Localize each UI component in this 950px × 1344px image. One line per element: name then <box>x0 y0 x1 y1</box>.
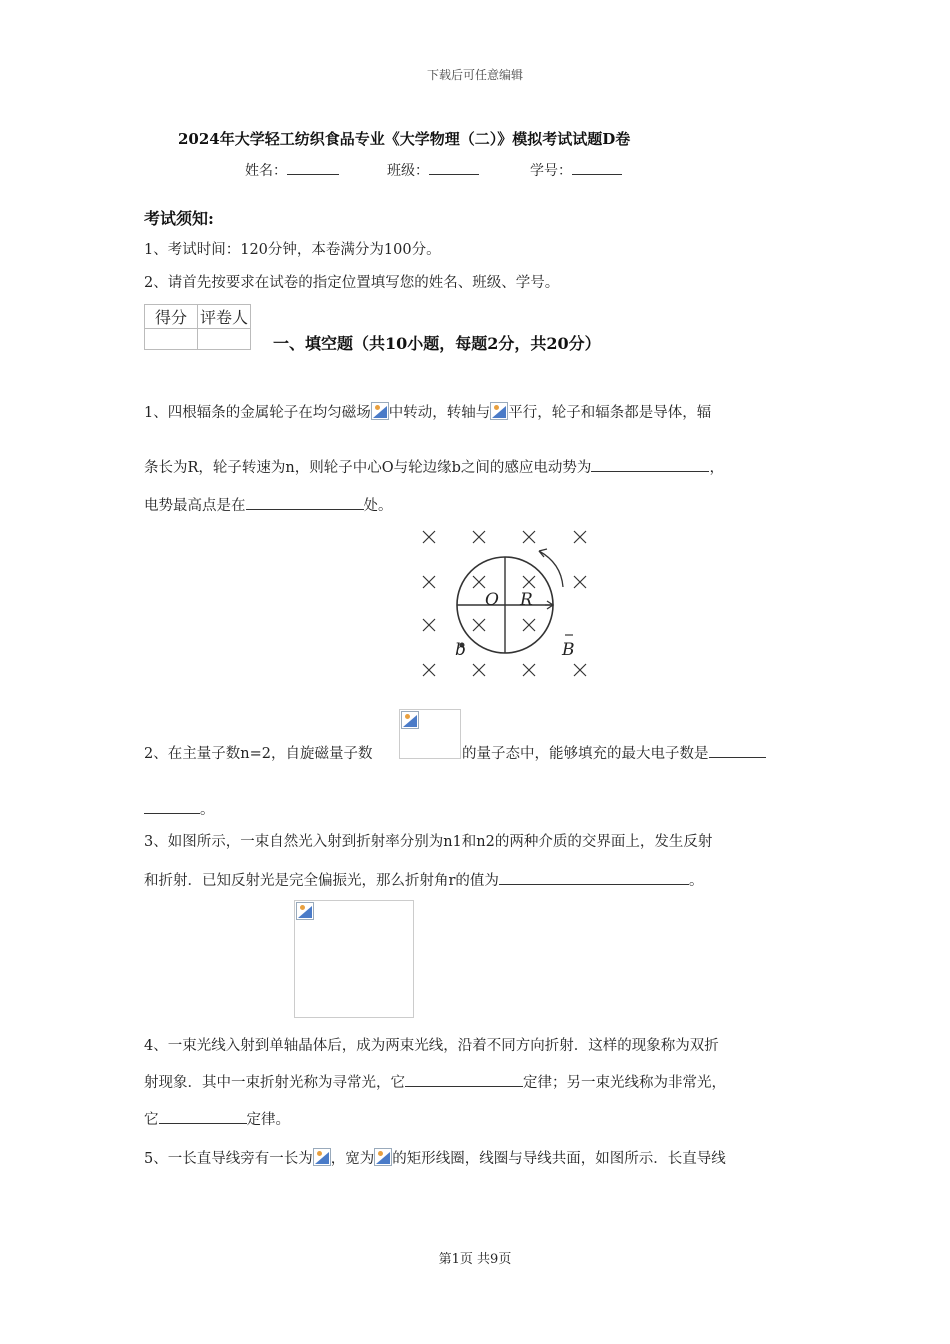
broken-image-icon <box>490 402 508 420</box>
question-3-line-2: 和折射．已知反射光是完全偏振光，那么折射角r的值为 。 <box>144 873 704 889</box>
header-note: 下载后可任意编辑 <box>426 68 523 82</box>
question-1-line-3: 电势最高点是在 处。 <box>144 498 393 514</box>
refraction-image-frame <box>294 900 414 1018</box>
question-2-line-2: 。 <box>144 800 215 820</box>
score-cell[interactable] <box>145 329 198 350</box>
broken-image-icon <box>374 1148 392 1166</box>
question-1-line-1: 1、四根辐条的金属轮子在均匀磁场 中转动，转轴与 平行，轮子和辐条都是导体，辐 <box>144 402 711 423</box>
question-3-line-1: 3、如图所示，一束自然光入射到折射率分别为n1和n2的两种介质的交界面上，发生反射 <box>144 834 713 850</box>
label-b: b <box>455 640 466 660</box>
name-field: 姓名： <box>245 160 339 180</box>
spin-quantum-image-frame <box>399 709 461 759</box>
score-table <box>144 304 251 350</box>
label-field-b: B <box>562 640 575 660</box>
section-title: 一、填空题（共10小题，每题2分，共20分） <box>273 334 601 353</box>
page-footer: 第1页 共9页 <box>438 1252 512 1267</box>
student-id-field: 学号： <box>530 160 622 180</box>
label-r: R <box>520 590 533 610</box>
question-2-text-a: 2、在主量子数n=2，自旋磁量子数 <box>144 746 373 762</box>
question-4-line-2: 射现象．其中一束折射光称为寻常光，它 定律；另一束光线称为非常光， <box>144 1075 726 1091</box>
question-4-line-1: 4、一束光线入射到单轴晶体后，成为两束光线，沿着不同方向折射．这样的现象称为双折 <box>144 1038 719 1054</box>
rotation-arc <box>539 551 563 587</box>
grader-header: 评卷人 <box>198 305 251 329</box>
notice-heading: 考试须知: <box>144 209 214 228</box>
exam-title: 2024年大学轻工纺织食品专业《大学物理（二）》模拟考试试题D卷 <box>178 130 631 148</box>
grader-cell[interactable] <box>198 329 251 350</box>
broken-image-icon <box>296 902 314 920</box>
broken-image-icon <box>313 1148 331 1166</box>
radius-arrow <box>545 601 553 609</box>
question-5-line-1: 5、一长直导线旁有一长为 ，宽为 的矩形线圈，线圈与导线共面，如图所示．长直导线 <box>144 1148 726 1169</box>
label-o: O <box>485 590 499 610</box>
notice-item-2: 2、请首先按要求在试卷的指定位置填写您的姓名、班级、学号。 <box>144 275 560 291</box>
class-field: 班级： <box>387 160 479 180</box>
score-header: 得分 <box>145 305 198 329</box>
broken-image-icon <box>371 402 389 420</box>
question-2-line-1: 的量子态中，能够填充的最大电子数是 <box>462 744 766 764</box>
notice-item-1: 1、考试时间：120分钟，本卷满分为100分。 <box>144 242 441 258</box>
question-4-line-3: 它 定律。 <box>144 1112 290 1128</box>
question-1-line-2: 条长为R，轮子转速为n，则轮子中心O与轮边缘b之间的感应电动势为 ， <box>144 460 724 476</box>
broken-image-icon <box>401 711 419 729</box>
rotating-wheel-figure <box>415 525 605 685</box>
